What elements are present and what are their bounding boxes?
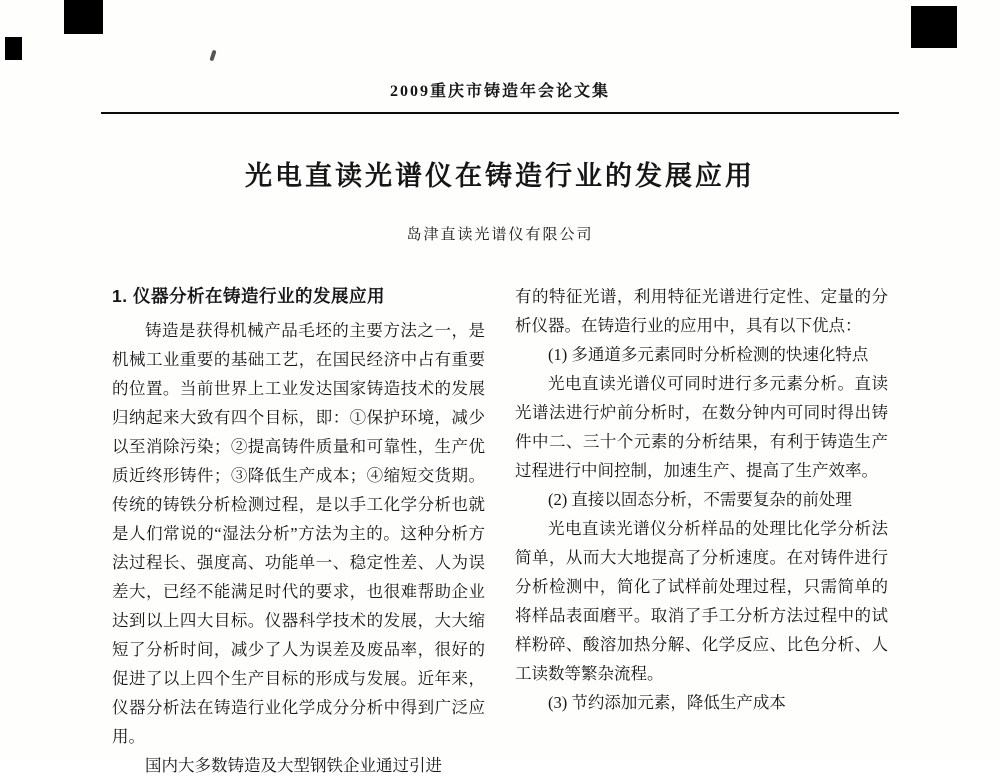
paragraph: 铸造是获得机械产品毛坯的主要方法之一，是机械工业重要的基础工艺，在国民经济中占有重要的位置。当前世界上工业发达国家铸造技术的发展归纳起来大致有四个目标，即：①保护环境，减少以至消除污染；②提高铸件质量和可靠性，生产优质近终形铸件；③降低生产成本；④缩短交货期。传统的铸铁分析检测过程，是以手工化学分析也就是人们常说的“湿法分析”方法为主的。这种分析方法过程长、强度高、功能单一、稳定性差、人为误差大，已经不能满足时代的要求，也很难帮助企业达到以上四大目标。仪器科学技术的发展，大大缩短了分析时间，减少了人为误差及废品率，很好的促进了以上四个生产目标的形成与发展。近年来，仪器分析法在铸造行业化学成分分析中得到广泛应用。 (112, 321, 485, 746)
two-column-body (112, 282, 888, 780)
right-column (515, 282, 888, 780)
scan-artifact-top-right (911, 6, 957, 48)
paragraph: 光电直读光谱仪可同时进行多元素分析。直读光谱法进行炉前分析时，在数分钟内可同时得出铸件中二、三十个元素的分析结果，有利于铸造生产过程进行中间控制，加速生产、提高了生产效率。 (515, 374, 888, 480)
paragraph: 国内大多数铸造及大型钢铁企业通过引进 (145, 756, 442, 775)
paragraph-continuation: 有的特征光谱，利用特征光谱进行定性、定量的分析仪器。在铸造行业的应用中，具有以下优点： (515, 287, 888, 335)
journal-header: 2009重庆市铸造年会论文集 (389, 83, 610, 100)
scan-artifact-top-left (64, 0, 103, 34)
paper-title: 光电直读光谱仪在铸造行业的发展应用 (245, 161, 755, 191)
paragraph: 光电直读光谱仪分析样品的处理比化学分析法简单，从而大大地提高了分析速度。在对铸件进行分析检测中，简化了试样前处理过程，只需简单的将样品表面磨平。取消了手工分析方法过程中的试样粉碎、酸溶加热分解、化学反应、比色分析、人工读数等繁杂流程。 (515, 519, 888, 683)
list-point-3: (3) 节约添加元素，降低生产成本 (548, 693, 786, 712)
section-heading: 1. 仪器分析在铸造行业的发展应用 (112, 286, 385, 306)
left-column (112, 282, 485, 780)
scan-artifact-left-edge (5, 37, 22, 60)
list-point-1: (1) 多通道多元素同时分析检测的快速化特点 (548, 345, 869, 364)
paper-author: 岛津直读光谱仪有限公司 (406, 227, 594, 243)
header-rule (101, 112, 899, 114)
list-point-2: (2) 直接以固态分析，不需要复杂的前处理 (548, 490, 852, 509)
